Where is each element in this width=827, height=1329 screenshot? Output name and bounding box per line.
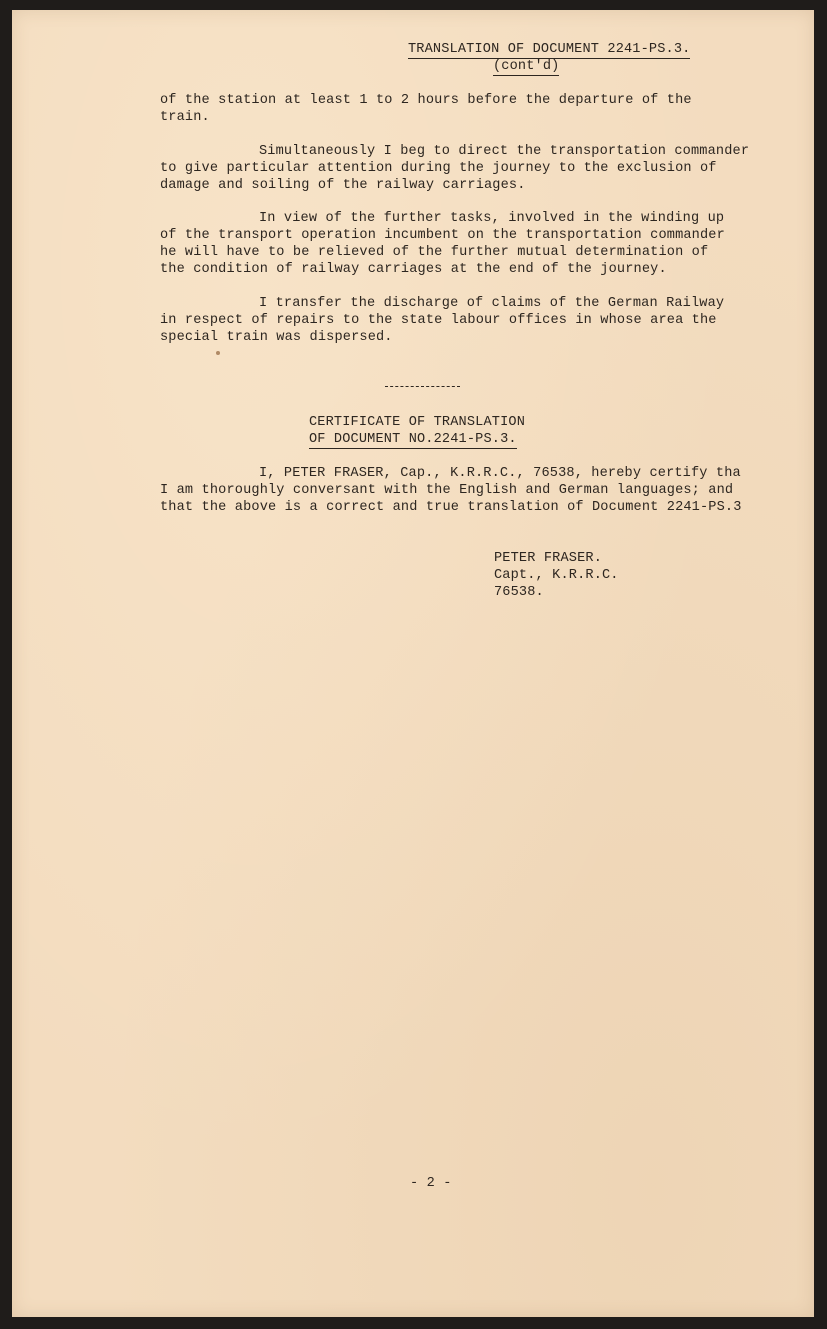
document-header-title: TRANSLATION OF DOCUMENT 2241-PS.3. <box>408 42 691 57</box>
body-line: the condition of railway carriages at the end of the journey. <box>160 262 667 277</box>
certificate-subtitle: OF DOCUMENT NO.2241-PS.3. <box>309 432 517 447</box>
certificate-line: I am thoroughly conversant with the English and German languages; and <box>160 483 734 498</box>
body-line: train. <box>160 110 210 125</box>
document-header-subtitle: (cont'd) <box>493 59 560 74</box>
body-line: to give particular attention during the journey to the exclusion of <box>160 161 717 176</box>
body-line: Simultaneously I beg to direct the transportation commander <box>259 144 750 159</box>
body-line: he will have to be relieved of the further mutual determination of <box>160 245 709 260</box>
signature-number: 76538. <box>494 585 544 600</box>
body-line: damage and soiling of the railway carriages. <box>160 178 526 193</box>
signature-name: PETER FRASER. <box>494 551 602 566</box>
body-line: I transfer the discharge of claims of the German Railway <box>259 296 725 311</box>
signature-rank: Capt., K.R.R.C. <box>494 568 619 583</box>
body-line: in respect of repairs to the state labour offices in whose area the <box>160 313 717 328</box>
section-separator <box>385 386 460 387</box>
paper-speck <box>216 351 220 355</box>
body-line: of the station at least 1 to 2 hours before the departure of the <box>160 93 692 108</box>
document-page <box>12 10 814 1317</box>
certificate-line: that the above is a correct and true translation of Document 2241-PS.3 <box>160 500 742 515</box>
page-number: - 2 - <box>410 1176 452 1191</box>
body-line: special train was dispersed. <box>160 330 393 345</box>
body-line: of the transport operation incumbent on the transportation commander <box>160 228 725 243</box>
body-line: In view of the further tasks, involved in the winding up <box>259 211 725 226</box>
certificate-title: CERTIFICATE OF TRANSLATION <box>309 415 525 430</box>
certificate-line: I, PETER FRASER, Cap., K.R.R.C., 76538, hereby certify tha <box>259 466 741 481</box>
